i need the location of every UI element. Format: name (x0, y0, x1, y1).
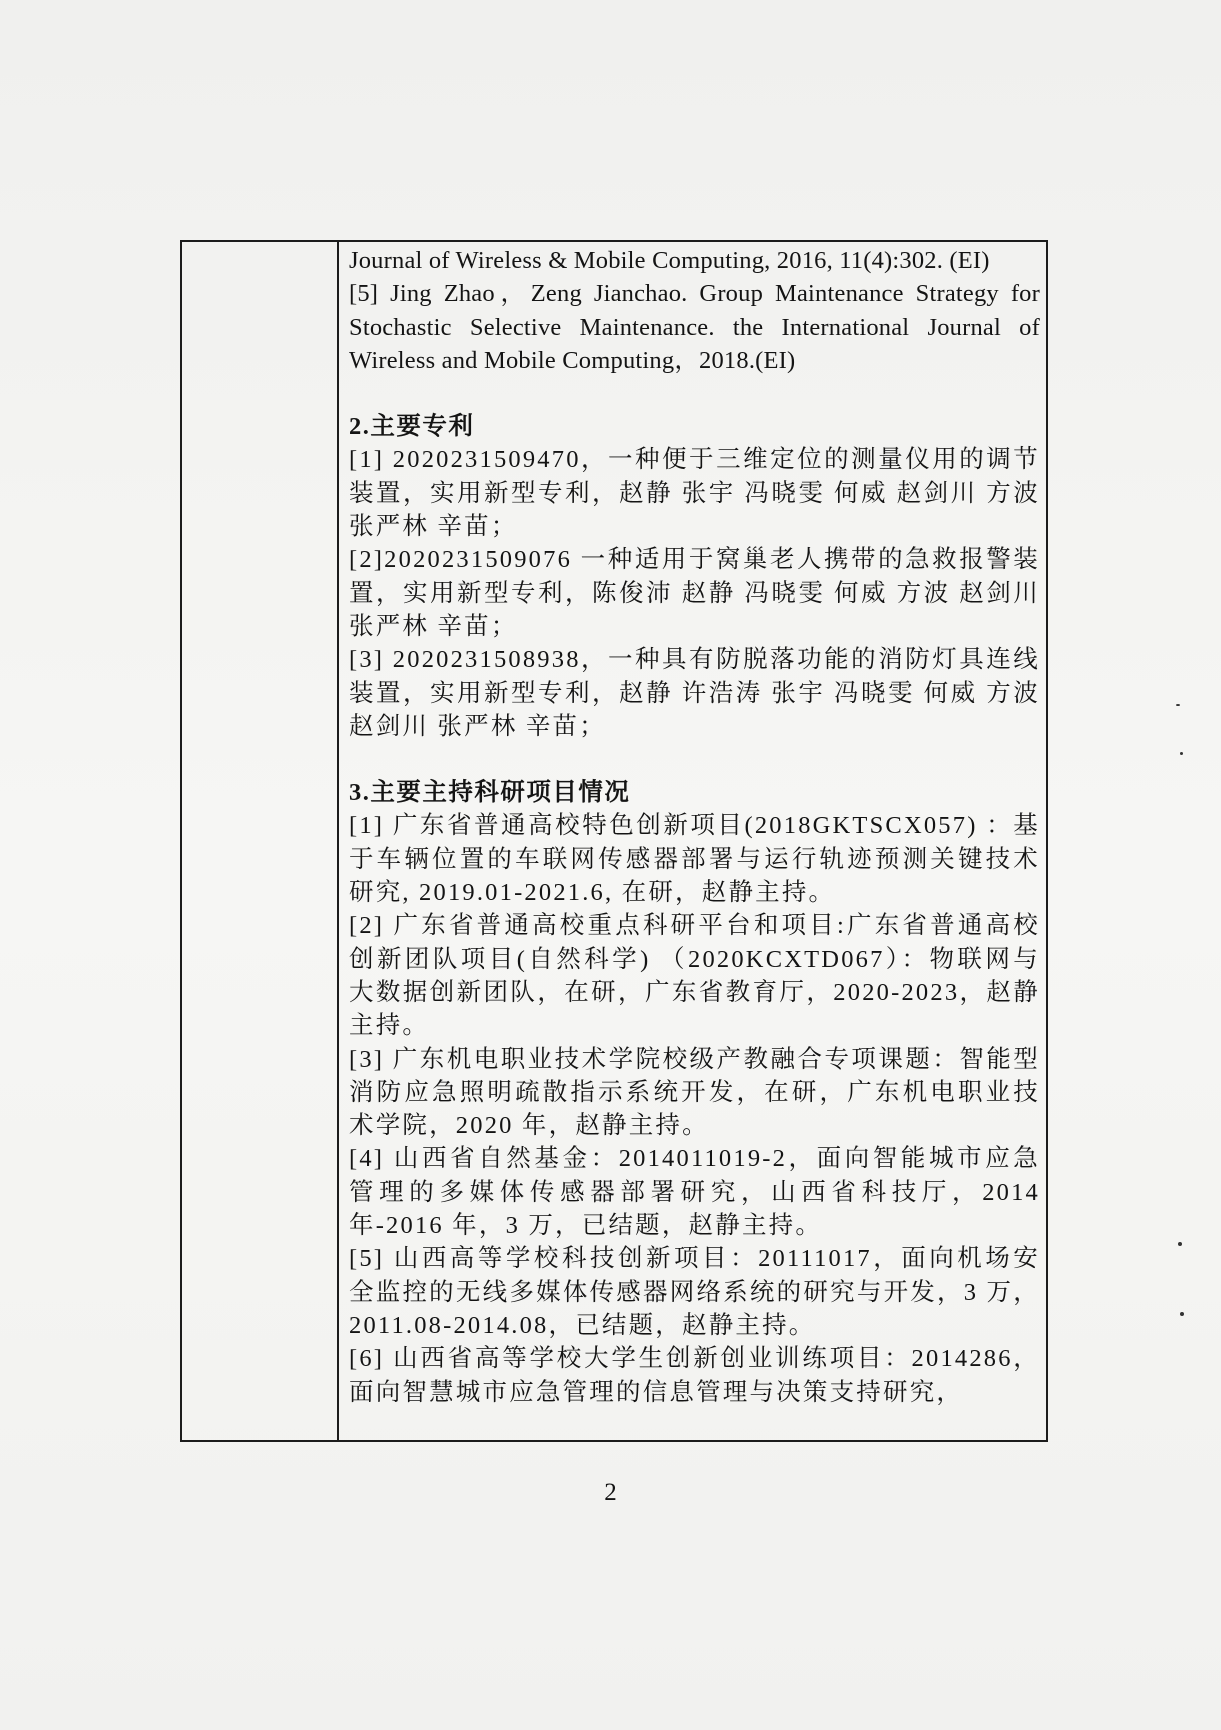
project-item: [5] 山西高等学校科技创新项目：20111017，面向机场安全监控的无线多媒体传感器网络系统的研究与开发，3 万，2011.08-2014.08，已结题，赵静主持。 (349, 1245, 1040, 1339)
section-spacer (349, 743, 1040, 776)
patent-item: [2]2020231509076 一种适用于窝巢老人携带的急救报警装置，实用新型专利，陈俊沛 赵静 冯晓雯 何威 方波 赵剑川 张严林 辛苗； (349, 546, 1040, 640)
project-item: [6] 山西省高等学校大学生创新创业训练项目：2014286，面向智慧城市应急管理的信息管理与决策支持研究， (349, 1345, 1040, 1406)
project-item: [2] 广东省普通高校重点科研平台和项目:广东省普通高校创新团队项目(自然科学) （2020KCXTD067）：物联网与大数据创新团队，在研，广东省教育厅，2020-2023，赵静主持。 (349, 912, 1040, 1040)
project-item: [4] 山西省自然基金：2014011019-2，面向智能城市应急管理的多媒体传感器部署研究，山西省科技厅，2014 年-2016 年，3 万，已结题，赵静主持。 (349, 1145, 1040, 1240)
project-item: [1] 广东省普通高校特色创新项目(2018GKTSCX057) ：基于车辆位置的车联网传感器部署与运行轨迹预测关键技术研究, 2019.01-2021.6, 在研，赵静主持。 (349, 812, 1040, 907)
project-item: [3] 广东机电职业技术学院校级产教融合专项课题：智能型消防应急照明疏散指示系统开发，在研，广东机电职业技术学院，2020 年，赵静主持。 (349, 1045, 1040, 1140)
table-content-column (339, 242, 1048, 1440)
publication-item: Journal of Wireless & Mobile Computing, 2016, 11(4):302. (EI) (349, 247, 990, 274)
scan-speck (1176, 704, 1180, 706)
projects-heading: 3.主要主持科研项目情况 (349, 779, 631, 807)
patents-heading: 2.主要专利 (349, 413, 475, 441)
scan-speck (1178, 1242, 1182, 1246)
scan-speck (1180, 752, 1183, 755)
table-label-column (182, 242, 339, 1440)
publication-item: [5] Jing Zhao，Zeng Jianchao. Group Maintenance Strategy for Stochastic Selective Maintenance. the International Journal of Wireless and Mobile Computing，2018.(EI) (349, 280, 1040, 374)
content-table (180, 240, 1048, 1442)
patent-item: [1] 2020231509470，一种便于三维定位的测量仪用的调节装置，实用新型专利，赵静 张宇 冯晓雯 何威 赵剑川 方波 张严林 辛苗； (349, 446, 1040, 541)
section-spacer (349, 377, 1040, 410)
page-number: 2 (604, 1479, 617, 1506)
patent-item: [3] 2020231508938，一种具有防脱落功能的消防灯具连线装置，实用新型专利，赵静 许浩涛 张宇 冯晓雯 何威 方波 赵剑川 张严林 辛苗； (349, 646, 1040, 740)
scan-speck (1180, 1312, 1184, 1316)
